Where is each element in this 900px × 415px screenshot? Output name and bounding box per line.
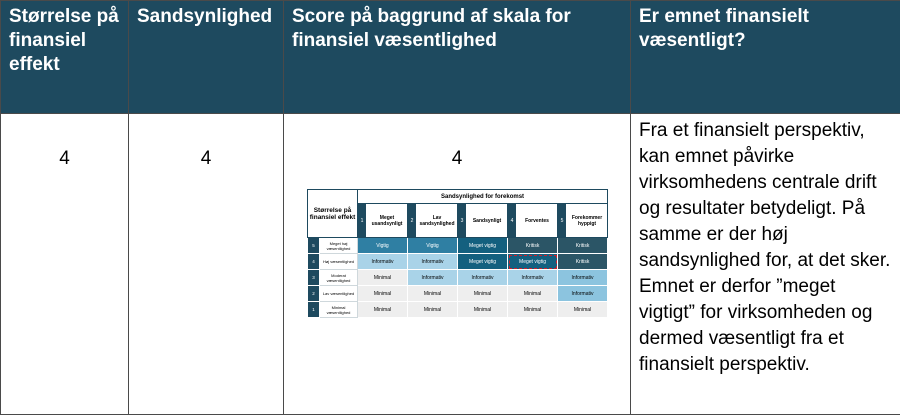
matrix-cell: Minimal bbox=[458, 302, 508, 318]
score-value: 4 bbox=[451, 148, 463, 169]
matrix-cell: Minimal bbox=[358, 302, 408, 318]
matrix-cell: Kritisk bbox=[558, 238, 608, 254]
matrix-cell: Informativ bbox=[558, 270, 608, 286]
matrix-cell: Meget vigtig bbox=[458, 238, 508, 254]
matrix-cell: Minimal bbox=[358, 286, 408, 302]
matrix-row bbox=[308, 238, 608, 254]
matrix-cell: Meget vigtig bbox=[508, 254, 558, 270]
cell-score bbox=[284, 114, 631, 415]
matrix-cell: Informativ bbox=[408, 270, 458, 286]
cell-assessment: Fra et finansielt perspektiv, kan emnet påvirke virksomhedens centrale drift og resultater betydeligt. På samme er der høj sandsynlighed for, at det sker. Emnet er derfor ”meget vigtigt” for virksomheden og dermed væsentligt fra et finansielt perspektiv. bbox=[631, 114, 900, 415]
score-container bbox=[284, 114, 630, 394]
matrix-row bbox=[308, 286, 608, 302]
table-row bbox=[1, 114, 900, 415]
matrix-cell: Meget vigtig bbox=[458, 254, 508, 270]
matrix-column-header bbox=[508, 204, 558, 238]
matrix-cell: Minimal bbox=[408, 302, 458, 318]
matrix-top-label: Sandsynlighed for forekomst bbox=[358, 190, 608, 204]
matrix-row-number: 3 bbox=[308, 270, 320, 286]
header-size: Størrelse på finansiel effekt bbox=[1, 1, 129, 114]
header-row bbox=[1, 1, 900, 114]
matrix-corner-label: Størrelse på finansiel effekt bbox=[308, 190, 358, 238]
matrix-cell: Minimal bbox=[408, 286, 458, 302]
matrix-column-header bbox=[558, 204, 608, 238]
risk-matrix bbox=[307, 189, 608, 318]
matrix-cell: Informativ bbox=[458, 270, 508, 286]
matrix-cell: Minimal bbox=[558, 302, 608, 318]
matrix-row bbox=[308, 254, 608, 270]
cell-probability: 4 bbox=[129, 114, 284, 415]
matrix-column-number: 1 bbox=[358, 204, 366, 237]
matrix-column-header bbox=[458, 204, 508, 238]
matrix-cell: Minimal bbox=[508, 302, 558, 318]
matrix-row-number: 1 bbox=[308, 302, 320, 318]
matrix-column-header bbox=[408, 204, 458, 238]
matrix-cell: Informativ bbox=[558, 286, 608, 302]
matrix-column-label: Meget usandsynligt bbox=[371, 214, 403, 227]
matrix-column-label: Forekommer hyppigt bbox=[571, 214, 603, 227]
matrix-row-label: Høj væsentlighed bbox=[320, 254, 358, 270]
matrix-row-label: Meget høj væsentlighed bbox=[320, 238, 358, 254]
cell-size: 4 bbox=[1, 114, 129, 415]
matrix-column-header bbox=[358, 204, 408, 238]
matrix-cell: Informativ bbox=[408, 254, 458, 270]
matrix-row-label: Moderat væsentlighed bbox=[320, 270, 358, 286]
matrix-column-number: 3 bbox=[458, 204, 466, 237]
matrix-row-number: 2 bbox=[308, 286, 320, 302]
matrix-column-label: Sandsynligt bbox=[472, 217, 502, 224]
matrix-cell: Minimal bbox=[358, 270, 408, 286]
matrix-cell: Kritisk bbox=[558, 254, 608, 270]
matrix-cell: Vigtig bbox=[408, 238, 458, 254]
matrix-row bbox=[308, 270, 608, 286]
matrix-row-number: 5 bbox=[308, 238, 320, 254]
matrix-row-number: 4 bbox=[308, 254, 320, 270]
header-probability: Sandsynlighed bbox=[129, 1, 284, 114]
matrix-row-label: Lav væsentlighed bbox=[320, 286, 358, 302]
header-score: Score på baggrund af skala for finansiel væsentlighed bbox=[284, 1, 631, 114]
header-material: Er emnet finansielt væsentligt? bbox=[631, 1, 900, 114]
matrix-column-label: Forventes bbox=[525, 217, 549, 224]
matrix-cell: Kritisk bbox=[508, 238, 558, 254]
matrix-cell: Vigtig bbox=[358, 238, 408, 254]
matrix-column-number: 2 bbox=[408, 204, 416, 237]
matrix-cell: Minimal bbox=[458, 286, 508, 302]
matrix-row bbox=[308, 302, 608, 318]
matrix-column-number: 5 bbox=[558, 204, 566, 237]
matrix-column-number: 4 bbox=[508, 204, 516, 237]
matrix-cell: Informativ bbox=[508, 270, 558, 286]
matrix-column-label: Lav sandsynlighed bbox=[419, 214, 455, 227]
matrix-row-label: Minimal væsentlighed bbox=[320, 302, 358, 318]
matrix-cell: Informativ bbox=[358, 254, 408, 270]
matrix-cell: Minimal bbox=[508, 286, 558, 302]
